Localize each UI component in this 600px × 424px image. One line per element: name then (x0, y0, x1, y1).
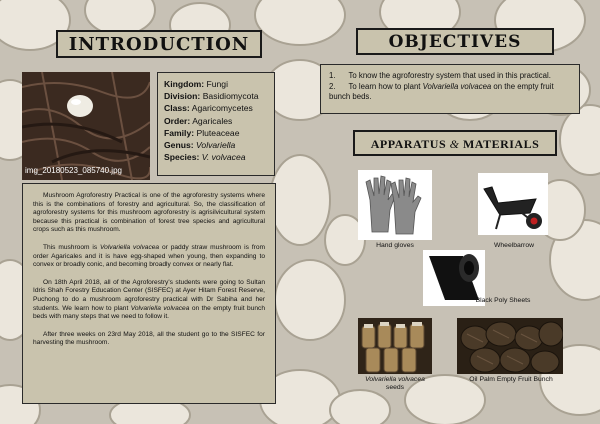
intro-paragraph-1: Mushroom Agroforestry Practical is one of the agroforestry systems where this is the combinations of forestry and agricultural. So, the classification of agroforestry systems for this mushroom agroforestry is agrisilvicultural system because this practical is combination of forest tree species and agricultural crops such as this mushroom. (33, 192, 265, 234)
taxonomy-species: Species: V. volvacea (164, 152, 246, 163)
photo-caption: img_20180523_085740.jpg (25, 166, 122, 175)
hand-gloves-image (358, 170, 432, 240)
mushroom-photo (22, 72, 150, 180)
wheelbarrow-label: Wheelbarrow (493, 242, 535, 249)
objective-2: 2. To learn how to plant Volvariella volvacea on the empty fruit bunch beds. (329, 81, 554, 102)
taxonomy-family: Family: Pluteaceae (164, 127, 240, 138)
taxonomy-genus: Genus: Volvariella (164, 140, 236, 151)
hand-gloves-label: Hand gloves (376, 242, 414, 249)
taxonomy-kingdom: Kingdom: Fungi (164, 79, 228, 89)
objectives-box (320, 64, 580, 114)
oil-palm-efb-label: Oil Palm Empty Fruit Bunch (469, 376, 553, 383)
apparatus-heading: APPARATUS & MATERIALS (353, 130, 557, 156)
wheelbarrow-image (478, 173, 548, 235)
taxonomy-class: Class: Agaricomycetes (164, 103, 253, 114)
intro-paragraph-4: After three weeks on 23rd May 2018, all the student go to the SISFEC for harvesting the mushroom. (33, 330, 265, 347)
introduction-heading: INTRODUCTION (56, 30, 262, 58)
introduction-text (22, 183, 276, 404)
poly-sheets-label: Black Poly Sheets (475, 297, 531, 304)
taxonomy-order: Order: Agaricales (164, 115, 233, 126)
objectives-heading: OBJECTIVES (356, 28, 554, 55)
taxonomy-division: Division: Basidiomycota (164, 91, 259, 102)
oil-palm-efb-image (457, 318, 563, 374)
mushroom-seeds-label: Volvariella volvacea seeds (365, 376, 425, 391)
objective-1: 1. To know the agroforestry system that used in this practical. (329, 71, 551, 80)
taxonomy-box (157, 72, 275, 176)
intro-paragraph-3: On 18th April 2018, all of the Agroforestry's students were going to Sultan Idris Shah Forestry Education Center (SISFEC) at Ayer Hitam Forest Reserve, Puchong to do a mushroom agroforestry practical with Dr Sabiha and her students. We learn how to plant Volvariella volvacea on the empty fruit bunch beds with many steps that we need to follow it. (33, 278, 265, 321)
intro-paragraph-2: This mushroom is Volvariella volvacea or paddy straw mushroom is from order Agaricales and it is have egg-shaped when young, then expanding to convex or broadly conic, and becoming broadly convex or nearly flat. (33, 243, 266, 269)
mushroom-seeds-image (358, 318, 432, 374)
